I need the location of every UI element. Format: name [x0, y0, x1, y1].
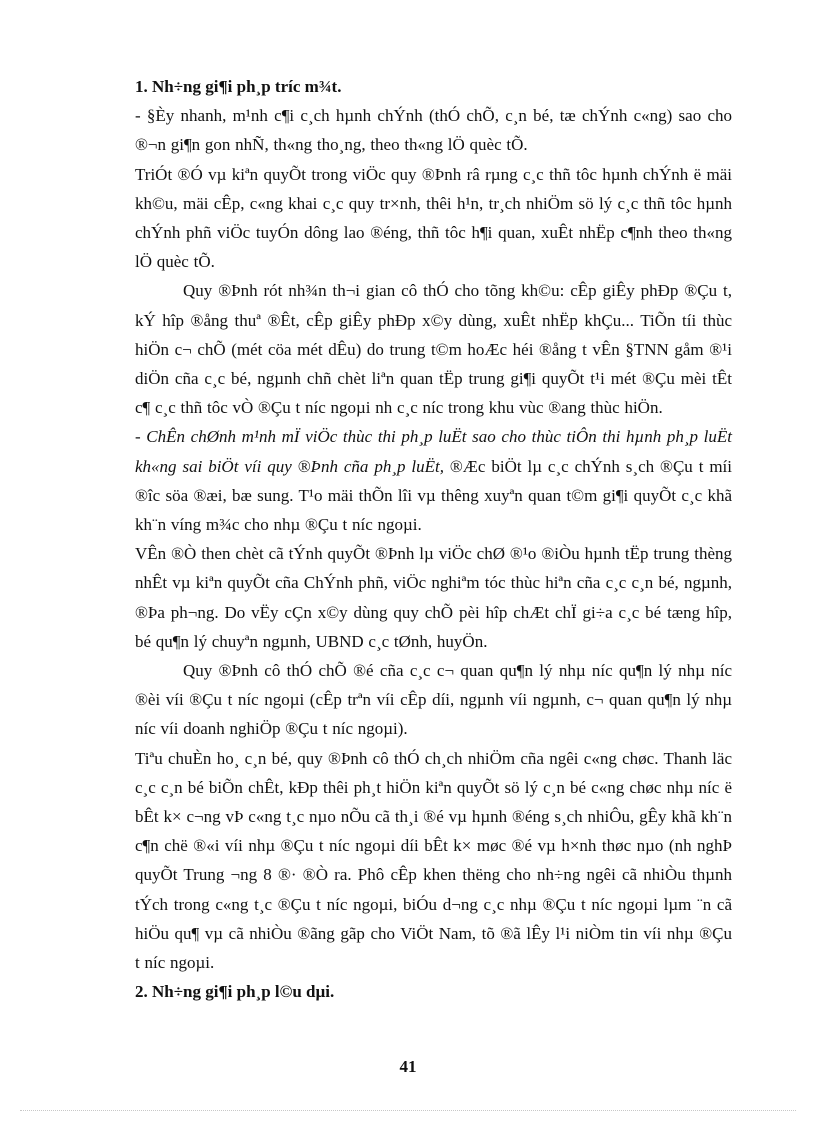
paragraph-procedures: TriÓt ®Ó vµ kiªn quyÕt trong viÖc quy ®Þnh râ rµng c¸c thñ tôc hµnh chÝnh ë mäi kh©u, mäi cÊp, c«ng khai c¸c quy tr×nh, thêi h¹n, tr¸ch nhiÖm sö lý c¸c thñ tôc hµnh chÝnh phñ viÖc tuyÓn dông lao ®éng, thñ tôc h¶i quan, xuÊt nhËp c¶nh theo th«ng lÖ quèc tÕ.	[135, 164, 732, 272]
paragraph-admin-reform: - §Èy nhanh, m¹nh c¶i c¸ch hµnh chÝnh (thÓ chÕ, c¸n bé, tæ chÝnh c«ng) sao cho ®¬n gi¶n gon nhÑ, th«ng tho¸ng, theo th«ng lÖ quèc tÕ.	[135, 106, 732, 155]
paragraph-time-limits: Quy ®Þnh rót nh¾n th¬i gian cô thÓ cho tõng kh©u: cÊp giÊy phÐp ®Çu t, kÝ hîp ®ång thuª ®Êt, cÊp giÊy phÐp x©y dùng, xuÊt nhËp khÇu... TiÕn tíi thùc hiÖn c¬ chÕ (mét cöa mét dÊu) do trung t©m hoÆc héi ®ång t vÊn §TNN gåm ®¹i diÖn cña c¸c bé, ngµnh chñ chèt liªn quan tËp trung gi¶i quyÕt t¹i mét ®Çu mèi tÊt c¶ c¸c thñ tôc vÒ ®Çu t níc ngoµi nh c¸c níc trong khu vùc ®ang thùc hiÖn.	[135, 281, 732, 418]
paragraph-law-enforcement	[135, 422, 732, 539]
paragraph-management-regime: Quy ®Þnh cô thÓ chÕ ®é cña c¸c c¬ quan qu¶n lý nhµ níc qu¶n lý nhµ níc ®èi víi ®Çu t níc ngoµi (cÊp trªn víi cÊp díi, ngµnh víi ngµnh, c¬ quan qu¶n lý nhµ níc víi doanh nghiÖp ®Çu t níc ngoµi).	[135, 661, 732, 739]
page-bottom-divider	[20, 1110, 796, 1111]
section-heading-long-term: 2. Nh÷ng gi¶i ph¸p l©u dµi.	[135, 982, 335, 1002]
law-enforcement-rest-text: ®Æc biÖt lµ c¸c chÝnh s¸ch ®Çu t míi ®îc söa ®æi, bæ sung. T¹o mäi thÕn lîi vµ thêng xuyªn quan t©m gi¶i quyÕt c¸c khã kh¨n víng m¾c cho nhµ ®Çu t níc ngoµi.	[135, 456, 732, 535]
paragraph-key-issue: VÊn ®Ò then chèt cã tÝnh quyÕt ®Þnh lµ viÖc chØ ®¹o ®iÒu hµnh tËp trung thèng nhÊt vµ kiªn quyÕt cña ChÝnh phñ, viÖc nghiªm tóc thùc hiªn cña c¸c c¸n bé, ngµnh, ®Þa ph¬ng. Do vËy cÇn x©y dùng quy chÕ pèi hîp chÆt chÏ gi÷a c¸c bé tæng hîp, bé qu¶n lý chuyªn ngµnh, UBND c¸c tØnh, huyÖn.	[135, 544, 732, 651]
section-heading-short-term: 1. Nh÷ng gi¶i ph¸p tríc m¾t.	[135, 77, 342, 96]
law-enforcement-italic-text: - ChÊn chØnh m¹nh mÏ viÖc thùc thi ph¸p luËt sao cho thùc tiÔn thi hµnh ph¸p luËt kh«ng sai biÖt víi quy ®Þnh cña ph¸p luËt,	[135, 427, 732, 476]
paragraph-staff-standards: Tiªu chuÈn ho¸ c¸n bé, quy ®Þnh cô thÓ ch¸ch nhiÖm cña ngêi c«ng chøc. Thanh läc c¸c c¸n bé biÕn chÊt, kÐp thêi ph¸t hiÖn kiªn quyÕt sö lý c¸n bé c«ng chøc nhµ níc ë bÊt k× c¬ng vÞ c«ng t¸c nµo nÕu cã th¸i ®é vµ hµnh ®éng s¸ch nhiÔu, gÊy khã kh¨n c¶n chë ®«i víi nhµ ®Çu t níc ngoµi díi bÊt k× møc ®é vµ h×nh thøc nµo (nh nghÞ quyÕt Trung ¬ng 8 ®· ®Ò ra. Phô cÊp khen thëng cho nh÷ng ngêi cã nhiÒu thµnh tÝch trong c«ng t¸c ®Çu t níc ngoµi, biÓu d¬ng c¸c nhµ ®Çu t níc ngoµi lµm ¨n cã hiÖu qu¶ vµ cã nhiÒu ®ãng gãp cho ViÖt Nam, tõ ®ã lÊy l¹i niÒm tin víi nhµ ®Çu t níc ngoµi.	[135, 748, 732, 973]
page-number: 41	[399, 1057, 417, 1076]
